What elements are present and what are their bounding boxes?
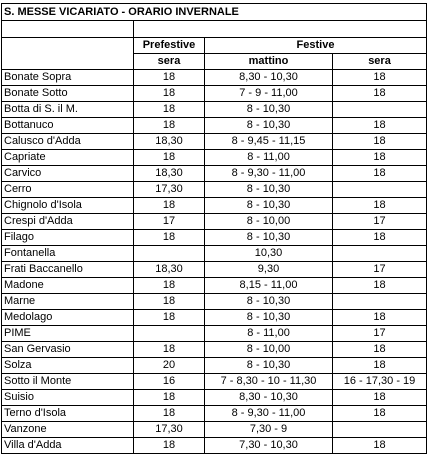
festive-sera-cell: 18 [333,198,427,214]
prefestive-sera-cell: 18 [134,70,205,86]
festive-mattino-cell: 8 - 10,30 [205,198,333,214]
mass-schedule-table [1,3,427,454]
table-row [2,102,427,118]
parish-name-cell: San Gervasio [2,342,134,358]
festive-mattino-cell: 8 - 10,30 [205,358,333,374]
prefestive-sera-cell: 18 [134,230,205,246]
festive-mattino-cell: 8 - 10,30 [205,182,333,198]
table-row [2,310,427,326]
table-row [2,166,427,182]
festive-sera-cell: 18 [333,70,427,86]
table-row [2,86,427,102]
festive-mattino-cell: 8 - 10,00 [205,214,333,230]
parish-name-cell: Botta di S. il M. [2,102,134,118]
prefestive-sera-cell: 20 [134,358,205,374]
prefestive-sera-cell: 18 [134,102,205,118]
prefestive-sera-cell: 18 [134,406,205,422]
parish-name-cell: Terno d'Isola [2,406,134,422]
prefestive-sera-cell: 18 [134,150,205,166]
table-row [2,374,427,390]
festive-sera-cell: 17 [333,214,427,230]
prefestive-sera-cell: 18,30 [134,134,205,150]
prefestive-sera-cell: 18 [134,390,205,406]
table-row [2,262,427,278]
parish-name-cell: Madone [2,278,134,294]
parish-name-cell: Calusco d'Adda [2,134,134,150]
festive-sera-cell: 18 [333,150,427,166]
festive-mattino-cell: 7 - 8,30 - 10 - 11,30 [205,374,333,390]
blank-cell [205,21,333,38]
festive-sera-cell: 18 [333,118,427,134]
festive-sera-cell: 18 [333,390,427,406]
festive-sera-cell: 18 [333,310,427,326]
prefestive-sera-cell [134,246,205,262]
festive-mattino-cell: 8 - 11,00 [205,326,333,342]
table-row [2,390,427,406]
table-row [2,70,427,86]
prefestive-sera-cell: 18 [134,438,205,454]
parish-name-cell: Capriate [2,150,134,166]
festive-mattino-cell: 8 - 11,00 [205,150,333,166]
festive-mattino-cell: 8 - 10,00 [205,342,333,358]
festive-mattino-cell: 8,30 - 10,30 [205,390,333,406]
festive-sera-cell: 18 [333,166,427,182]
header-prefestive-sera: sera [134,54,205,70]
spreadsheet [0,3,427,454]
parish-name-cell: PIME [2,326,134,342]
blank-cell [2,21,134,38]
parish-name-cell: Bonate Sopra [2,70,134,86]
festive-sera-cell [333,422,427,438]
parish-name-cell: Sotto il Monte [2,374,134,390]
festive-sera-cell: 18 [333,342,427,358]
parish-name-cell: Marne [2,294,134,310]
parish-name-cell: Vanzone [2,422,134,438]
parish-name-cell: Bottanuco [2,118,134,134]
parish-name-cell: Frati Baccanello [2,262,134,278]
festive-sera-cell: 18 [333,230,427,246]
parish-name-cell: Solza [2,358,134,374]
parish-name-cell: Suisio [2,390,134,406]
festive-sera-cell [333,182,427,198]
header-festive-sera: sera [333,54,427,70]
page-title: S. MESSE VICARIATO - ORARIO INVERNALE [2,4,333,21]
table-row [2,198,427,214]
table-row [2,438,427,454]
header-row-2 [2,54,427,70]
parish-name-cell: Filago [2,230,134,246]
prefestive-sera-cell [134,326,205,342]
table-row [2,422,427,438]
festive-sera-cell [333,102,427,118]
prefestive-sera-cell: 18 [134,198,205,214]
table-row [2,326,427,342]
festive-sera-cell [333,294,427,310]
table-row [2,342,427,358]
festive-mattino-cell: 8 - 9,30 - 11,00 [205,406,333,422]
parish-name-cell: Crespi d'Adda [2,214,134,230]
parish-name-cell: Cerro [2,182,134,198]
festive-mattino-cell: 8 - 10,30 [205,310,333,326]
festive-mattino-cell: 8 - 10,30 [205,230,333,246]
festive-sera-cell: 18 [333,278,427,294]
festive-sera-cell: 16 - 17,30 - 19 [333,374,427,390]
table-row [2,150,427,166]
prefestive-sera-cell: 18 [134,278,205,294]
prefestive-sera-cell: 17,30 [134,422,205,438]
festive-mattino-cell: 10,30 [205,246,333,262]
table-row [2,294,427,310]
prefestive-sera-cell: 18 [134,118,205,134]
table-row [2,214,427,230]
festive-sera-cell: 18 [333,358,427,374]
table-row [2,278,427,294]
parish-name-cell: Carvico [2,166,134,182]
festive-mattino-cell: 8 - 9,45 - 11,15 [205,134,333,150]
blank-row [2,21,427,38]
festive-mattino-cell: 8 - 10,30 [205,294,333,310]
blank-cell [333,21,427,38]
parish-name-cell: Villa d'Adda [2,438,134,454]
festive-mattino-cell: 8 - 9,30 - 11,00 [205,166,333,182]
festive-mattino-cell: 7,30 - 10,30 [205,438,333,454]
parish-name-cell: Fontanella [2,246,134,262]
festive-sera-cell: 17 [333,326,427,342]
prefestive-sera-cell: 18 [134,310,205,326]
header-festive: Festive [205,38,427,54]
festive-sera-cell [333,246,427,262]
header-prefestive: Prefestive [134,38,205,54]
table-row [2,246,427,262]
festive-mattino-cell: 8 - 10,30 [205,102,333,118]
festive-sera-cell: 18 [333,406,427,422]
title-row [2,4,427,21]
festive-sera-cell: 18 [333,438,427,454]
header-festive-mattino: mattino [205,54,333,70]
prefestive-sera-cell: 18 [134,86,205,102]
festive-sera-cell: 17 [333,262,427,278]
parish-name-cell: Chignolo d'Isola [2,198,134,214]
header-empty-cell [2,54,134,70]
parish-name-cell: Bonate Sotto [2,86,134,102]
festive-mattino-cell: 7 - 9 - 11,00 [205,86,333,102]
prefestive-sera-cell: 16 [134,374,205,390]
festive-mattino-cell: 8,15 - 11,00 [205,278,333,294]
prefestive-sera-cell: 18 [134,294,205,310]
table-row [2,358,427,374]
parish-name-cell: Medolago [2,310,134,326]
festive-mattino-cell: 7,30 - 9 [205,422,333,438]
table-row [2,230,427,246]
festive-sera-cell: 18 [333,134,427,150]
table-row [2,406,427,422]
festive-mattino-cell: 8,30 - 10,30 [205,70,333,86]
prefestive-sera-cell: 18 [134,342,205,358]
festive-sera-cell: 18 [333,86,427,102]
header-empty-cell [2,38,134,54]
prefestive-sera-cell: 17 [134,214,205,230]
prefestive-sera-cell: 18,30 [134,166,205,182]
table-row [2,182,427,198]
festive-mattino-cell: 9,30 [205,262,333,278]
prefestive-sera-cell: 18,30 [134,262,205,278]
prefestive-sera-cell: 17,30 [134,182,205,198]
table-row [2,134,427,150]
title-empty-cell [333,4,427,21]
table-row [2,118,427,134]
festive-mattino-cell: 8 - 10,30 [205,118,333,134]
header-row-1 [2,38,427,54]
blank-cell [134,21,205,38]
